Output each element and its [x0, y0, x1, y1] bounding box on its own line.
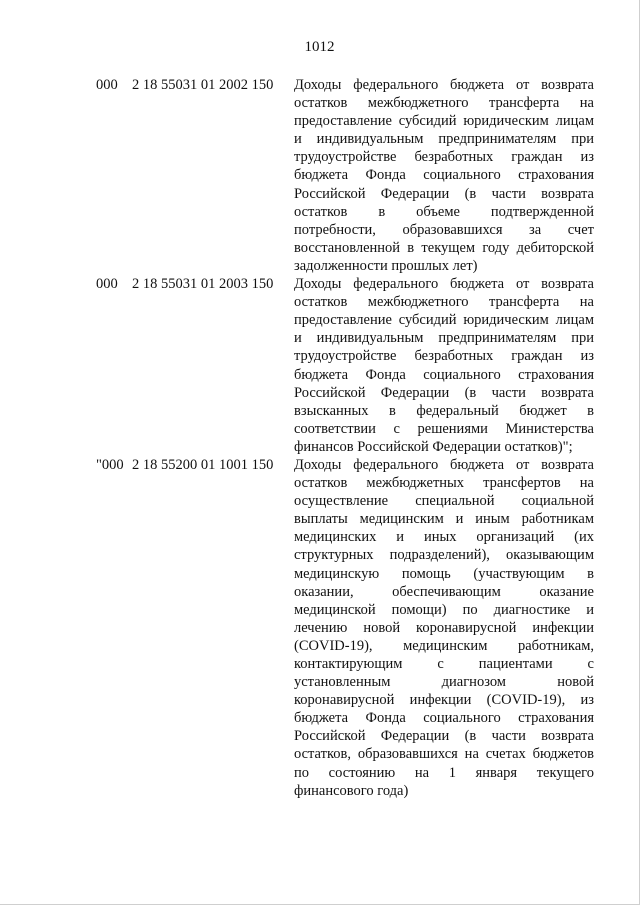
- description-line: восстановленной в текущем году дебиторской: [294, 239, 594, 256]
- description-line: остатков, образовавшихся на счетах бюджетов: [294, 746, 594, 763]
- description-line: и индивидуальным предпринимателям при: [294, 330, 594, 347]
- description-line: взысканных в федеральный бюджет в: [294, 402, 594, 419]
- description-line: Доходы федерального бюджета от возврата: [294, 77, 594, 93]
- admin-code: 000: [96, 77, 118, 93]
- budget-classification-code: 2 18 55200 01 1001 150: [132, 456, 274, 473]
- description-line: Доходы федерального бюджета от возврата: [294, 456, 594, 473]
- description-line: остатков межбюджетного трансферта на: [294, 294, 594, 311]
- description-line: трудоустройстве безработных граждан из: [294, 149, 594, 166]
- description-line: бюджета Фонда социального страхования: [294, 167, 594, 184]
- page-number: 1012: [304, 39, 335, 55]
- description-line: бюджета Фонда социального страхования: [294, 366, 594, 383]
- revenue-description: [294, 456, 594, 800]
- description-line: финансового года): [294, 782, 409, 799]
- table-row: [96, 456, 596, 800]
- description-line: установленным диагнозом новой: [294, 674, 594, 691]
- admin-code: "000: [96, 456, 124, 473]
- description-line: трудоустройстве безработных граждан из: [294, 348, 594, 365]
- description-line: медицинскую помощь (участвующим в: [294, 565, 594, 582]
- description-line: остатков межбюджетного трансферта на: [294, 95, 594, 112]
- description-line: и индивидуальным предпринимателям при: [294, 131, 594, 148]
- description-line: контактирующим с пациентами с: [294, 656, 594, 672]
- description-line: финансов Российской Федерации остатков)";: [294, 438, 573, 455]
- table-row: [96, 76, 596, 275]
- description-line: выплаты медицинским и иным работникам: [294, 511, 594, 528]
- description-line: бюджета Фонда социального страхования: [294, 710, 594, 727]
- description-line: структурных подразделений), оказывающим: [294, 547, 594, 564]
- description-line: Российской Федерации (в части возврата: [294, 185, 594, 202]
- description-line: медицинских и иных организаций (их: [294, 529, 594, 546]
- description-line: остатков в объеме подтвержденной: [294, 203, 594, 220]
- revenue-codes-table: [96, 76, 596, 800]
- budget-classification-code: 2 18 55031 01 2003 150: [132, 276, 274, 293]
- revenue-description: [294, 275, 594, 456]
- description-line: осуществление специальной социальной: [294, 493, 594, 510]
- table-row: [96, 275, 596, 456]
- description-line: Доходы федерального бюджета от возврата: [294, 276, 594, 293]
- description-line: Российской Федерации (в части возврата: [294, 384, 594, 401]
- description-line: соответствии с решениями Министерства: [294, 420, 594, 437]
- revenue-description: [294, 76, 594, 275]
- admin-code: 000: [96, 276, 118, 293]
- budget-classification-code: 2 18 55031 01 2002 150: [132, 77, 274, 93]
- description-line: лечению новой коронавирусной инфекции: [294, 619, 594, 636]
- description-line: Российской Федерации (в части возврата: [294, 728, 594, 745]
- description-line: остатков межбюджетных трансфертов на: [294, 475, 594, 492]
- description-line: предоставление субсидий юридическим лицам: [294, 113, 594, 130]
- description-line: (COVID-19), медицинским работникам,: [294, 637, 594, 654]
- description-line: потребности, образовавшихся за счет: [294, 221, 594, 238]
- description-line: оказании, обеспечивающим оказание: [294, 583, 594, 600]
- description-line: коронавирусной инфекции (COVID-19), из: [294, 692, 594, 709]
- description-line: задолженности прошлых лет): [294, 257, 478, 274]
- description-line: предоставление субсидий юридическим лицам: [294, 312, 594, 329]
- description-line: медицинской помощи) по диагностике и: [294, 601, 594, 618]
- description-line: по состоянию на 1 января текущего: [294, 764, 594, 781]
